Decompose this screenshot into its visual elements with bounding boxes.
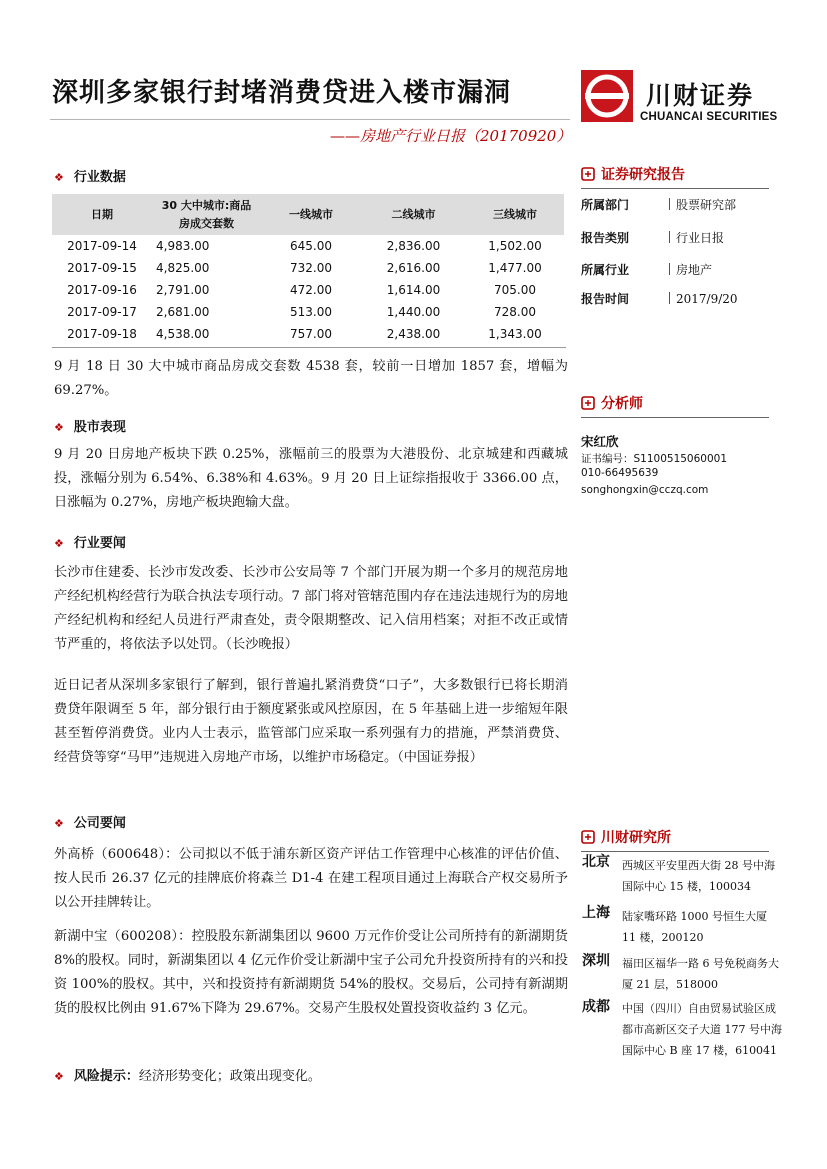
table-cell: 2,836.00	[386, 239, 441, 253]
risk-warning: ❖ 风险提示：经济形势变化；政策出现变化。	[54, 1069, 321, 1084]
news-paragraph-2: 近日记者从深圳多家银行了解到，银行普遍扎紧消费贷“口子”，大多数银行已将长期消费贷年限调至 5 年，部分银行由于额度紧张或风控原因，在 5 年基础上进一步缩短年限甚至暂停消费贷。业内人士表示，监管部门应采取一系列强有力的措施，严禁消费贷、经营贷等穿“马甲”违规进入房地产市场，以维护市场稳定。（中国证券报）	[54, 678, 568, 765]
analyst-email[interactable]: songhongxin@cczq.com	[581, 484, 709, 496]
sidebar-heading-report: 证券研究报告	[581, 164, 769, 189]
table-header-row	[52, 194, 564, 235]
analyst-cert: 证书编号：S1100515060001	[581, 453, 728, 465]
table-row	[52, 279, 564, 301]
diamond-bullet-icon: ❖	[54, 171, 64, 184]
office-city-shanghai: 上海	[582, 905, 610, 921]
logo-text-cn: 川财证券	[646, 81, 755, 110]
table-header-cell: 30 大中城市:商品 房成交套数	[152, 194, 261, 235]
header-divider	[50, 119, 570, 120]
section-heading-market: ❖ 股市表现	[54, 420, 126, 435]
info-row-department: 所属部门 股票研究部	[581, 198, 737, 212]
info-separator	[669, 263, 670, 275]
table-bottom-rule	[52, 347, 566, 348]
report-subtitle: ——房地产行业日报（20170920）	[330, 127, 572, 145]
table-cell: 1,440.00	[386, 305, 441, 319]
page-title: 深圳多家银行封堵消费贷进入楼市漏洞	[52, 78, 512, 108]
table-cell: 2017-09-15	[67, 261, 137, 275]
section-heading-industry-data: ❖ 行业数据	[54, 170, 126, 185]
table-row	[52, 235, 564, 257]
company-paragraph-1: 外高桥（600648）：公司拟以不低于浦东新区资产评估工作管理中心核准的评估价值、按人民币 26.37 亿元的挂牌底价将森兰 D1-4 在建工程项目通过上海联合产权交易所予以公开挂牌转让。	[54, 847, 568, 910]
table-header-cell: 日期	[52, 194, 152, 235]
office-address-shanghai: 陆家嘴环路 1000 号恒生大厦 11 楼，200120	[622, 910, 767, 944]
table-cell: 2,681.00	[156, 305, 210, 319]
table-header-cell: 一线城市	[261, 194, 361, 235]
table-header-cell: 三线城市	[466, 194, 564, 235]
industry-data-summary: 9 月 18 日 30 大中城市商品房成交套数 4538 套，较前一日增加 1857 套，增幅为 69.27%。	[54, 359, 568, 398]
table-cell: 2,791.00	[156, 283, 210, 297]
table-cell: 2,438.00	[386, 327, 441, 341]
table-cell: 513.00	[290, 305, 332, 319]
table-row	[52, 323, 564, 345]
table-cell: 2017-09-16	[67, 283, 137, 297]
news-paragraph-1: 长沙市住建委、长沙市发改委、长沙市公安局等 7 个部门开展为期一个多月的规范房地产经纪机构经营行为联合执法专项行动。7 部门将对管辖范围内存在违法违规行为的房地产经纪机构和经纪人员进行严肃查处，责令限期整改、记入信用档案；对拒不改正或情节严重的，将依法予以处罚。（长沙晚报）	[54, 565, 568, 652]
table-row	[52, 301, 564, 323]
sidebar-heading-analyst: 分析师	[581, 393, 769, 418]
info-row-category: 报告类别 行业日报	[581, 231, 725, 245]
info-row-industry: 所属行业 房地产	[581, 263, 713, 277]
table-cell: 757.00	[290, 327, 332, 341]
office-city-shenzhen: 深圳	[582, 953, 610, 969]
office-city-beijing: 北京	[582, 854, 610, 870]
table-cell: 1,502.00	[488, 239, 542, 253]
diamond-bullet-icon: ❖	[54, 421, 64, 434]
report-square-icon	[581, 167, 595, 181]
info-separator	[669, 198, 670, 210]
office-address-shenzhen: 福田区福华一路 6 号免税商务大厦 21 层，518000	[622, 957, 779, 991]
table-cell: 4,538.00	[156, 327, 210, 341]
table-cell: 1,614.00	[386, 283, 441, 297]
table-cell: 1,477.00	[488, 261, 542, 275]
info-separator	[669, 292, 670, 304]
diamond-bullet-icon: ❖	[54, 817, 64, 830]
institute-square-icon	[581, 830, 595, 844]
table-cell: 4,825.00	[156, 261, 210, 275]
table-cell: 1,343.00	[488, 327, 542, 341]
table-cell: 2017-09-14	[67, 239, 137, 253]
info-row-date: 报告时间 2017/9/20	[581, 292, 738, 306]
analyst-square-icon	[581, 396, 595, 410]
analyst-name: 宋红欣	[581, 434, 619, 449]
table-cell: 472.00	[290, 283, 332, 297]
office-address-beijing: 西城区平安里西大街 28 号中海国际中心 15 楼，100034	[622, 859, 775, 893]
table-cell: 2017-09-18	[67, 327, 137, 341]
company-paragraph-2: 新湖中宝（600208）：控股股东新湖集团以 9600 万元作价受让公司所持有的新湖期货 8%的股权。同时，新湖集团以 4 亿元作价受让新湖中宝子公司允升投资所持有的兴和投资 100%的股权。其中，兴和投资持有新湖期货 54%的股权。交易后，公司持有新湖期货的股权比例由 91.67%下降为 29.67%。交易产生股权处置投资收益约 3 亿元。	[54, 929, 568, 1016]
section-heading-news: ❖ 行业要闻	[54, 536, 126, 551]
table-cell: 645.00	[290, 239, 332, 253]
table-header-cell: 二线城市	[361, 194, 466, 235]
table-cell: 732.00	[290, 261, 332, 275]
market-text: 9 月 20 日房地产板块下跌 0.25%，涨幅前三的股票为大港股份、北京城建和西藏城投，涨幅分别为 6.54%、6.38%和 4.63%。9 月 20 日上证综指报收于 3366.00 点，日涨幅为 0.27%，房地产板块跑输大盘。	[54, 447, 568, 510]
diamond-bullet-icon: ❖	[54, 537, 64, 550]
table-cell: 4,983.00	[156, 239, 210, 253]
office-city-chengdu: 成都	[582, 999, 610, 1015]
info-separator	[669, 231, 670, 243]
analyst-phone: 010-66495639	[581, 467, 659, 479]
logo-text-en: CHUANCAI SECURITIES	[640, 111, 778, 123]
table-cell: 2017-09-17	[67, 305, 137, 319]
table-cell: 705.00	[494, 283, 536, 297]
table-cell: 2,616.00	[386, 261, 441, 275]
industry-data-table	[52, 194, 564, 345]
table-cell: 728.00	[494, 305, 536, 319]
table-row	[52, 257, 564, 279]
diamond-bullet-icon: ❖	[54, 1070, 64, 1083]
section-heading-company: ❖ 公司要闻	[54, 816, 126, 831]
sidebar-heading-institute: 川财研究所	[581, 827, 769, 852]
office-address-chengdu: 中国（四川）自由贸易试验区成都市高新区交子大道 177 号中海国际中心 B 座 17 楼，610041	[622, 1002, 782, 1057]
chuancai-logo-icon	[581, 70, 633, 122]
